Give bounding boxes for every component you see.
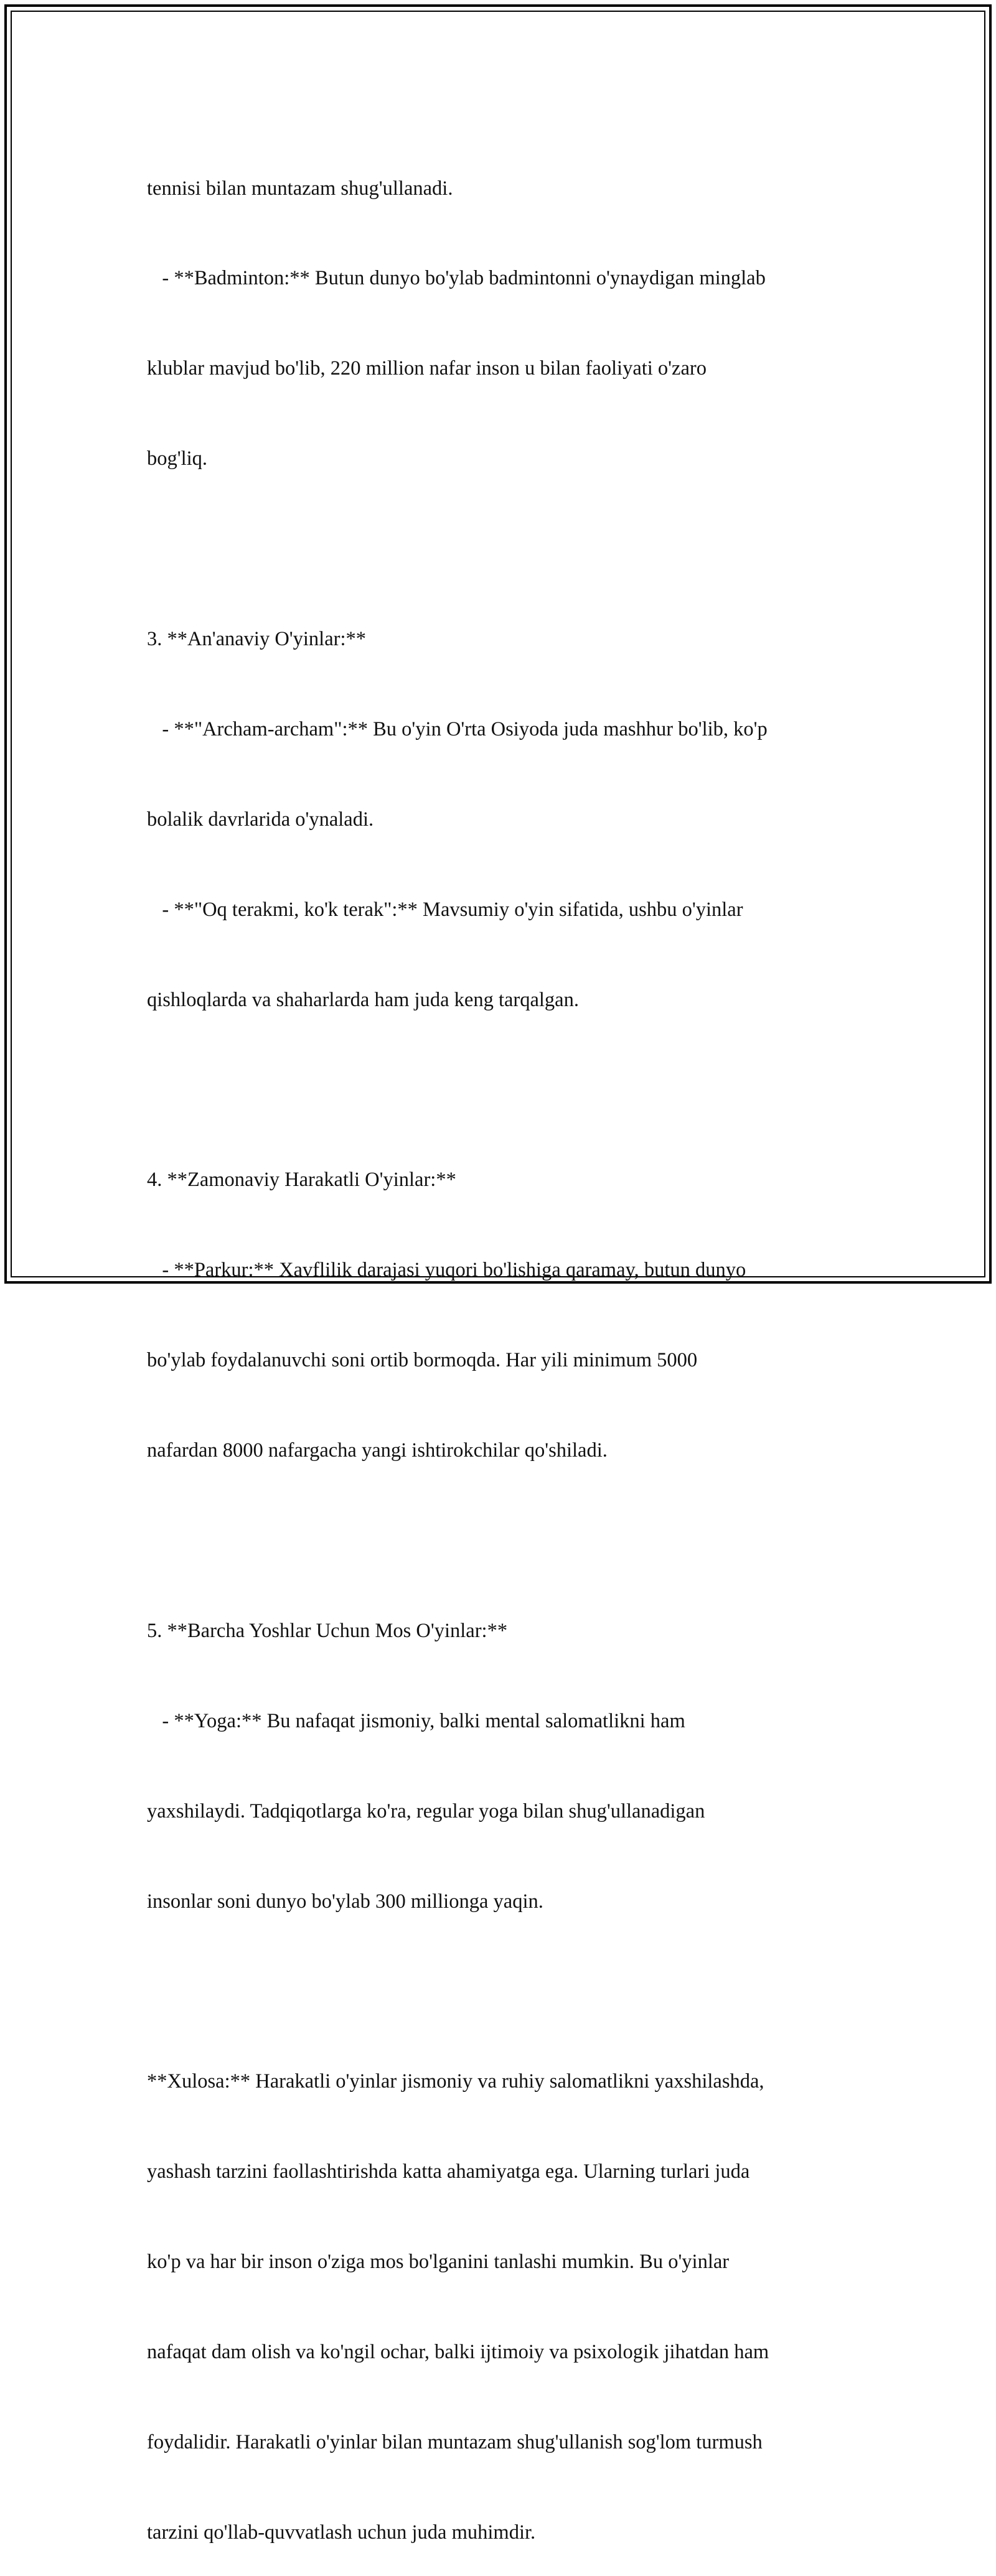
text-line: - **Yoga:** Bu nafaqat jismoniy, balki mental salomatlikni ham — [147, 1709, 685, 1732]
blank-line — [147, 1976, 857, 2006]
text-line: ko'p va har bir inson o'ziga mos bo'lganini tanlashi mumkin. Bu o'yinlar — [147, 2251, 730, 2274]
text-line: - **"Oq terakmi, ko'k terak":** Mavsumiy o'yin sifatida, ushbu o'yinlar — [147, 898, 743, 921]
text-line: bog'liq. — [147, 447, 208, 470]
text-line: foydalidir. Harakatli o'yinlar bilan muntazam shug'ullanish sog'lom turmush — [147, 2430, 763, 2453]
text-line: insonlar soni dunyo bo'ylab 300 millionga yaqin. — [147, 1890, 543, 1913]
text-line: klublar mavjud bo'lib, 220 million nafar inson u bilan faoliyati o'zaro — [147, 357, 707, 380]
text-line: bo'ylab foydalanuvchi soni ortib bormoqda. Har yili minimum 5000 — [147, 1349, 698, 1372]
text-line: nafardan 8000 nafargacha yangi ishtirokchilar qo'shiladi. — [147, 1439, 608, 1462]
text-line: - **Parkur:** Xavflilik darajasi yuqori bo'lishiga qaramay, butun dunyo — [147, 1259, 746, 1282]
section-heading: 5. **Barcha Yoshlar Uchun Mos O'yinlar:** — [147, 1619, 508, 1642]
text-line: tarzini qo'llab-quvvatlash uchun juda muhimdir. — [147, 2521, 536, 2544]
text-line: nafaqat dam olish va ko'ngil ochar, balki ijtimoiy va psixologik jihatdan ham — [147, 2340, 769, 2363]
blank-line — [147, 1526, 857, 1556]
text-line: - **"Archam-archam":** Bu o'yin O'rta Osiyoda juda mashhur bo'lib, ko'p — [147, 717, 768, 740]
text-line: bolalik davrlarida o'ynaladi. — [147, 808, 374, 831]
conclusion-line: **Xulosa:** Harakatli o'yinlar jismoniy va ruhiy salomatlikni yaxshilashda, — [147, 2070, 764, 2093]
section-heading: 3. **An'anaviy O'yinlar:** — [147, 628, 366, 651]
document-body — [147, 113, 857, 2576]
text-line: yaxshilaydi. Tadqiqotlarga ko'ra, regular yoga bilan shug'ullanadigan — [147, 1799, 705, 1822]
section-heading: 4. **Zamonaviy Harakatli O'yinlar:** — [147, 1169, 456, 1192]
text-line: yashash tarzini faollashtirishda katta ahamiyatga ega. Ularning turlari juda — [147, 2160, 750, 2183]
text-line: qishloqlarda va shaharlarda ham juda keng tarqalgan. — [147, 988, 579, 1011]
text-line: - **Badminton:** Butun dunyo bo'ylab badmintonni o'ynaydigan minglab — [147, 267, 766, 290]
blank-line — [147, 1075, 857, 1105]
text-line: tennisi bilan muntazam shug'ullanadi. — [147, 177, 453, 200]
blank-line — [147, 534, 857, 564]
